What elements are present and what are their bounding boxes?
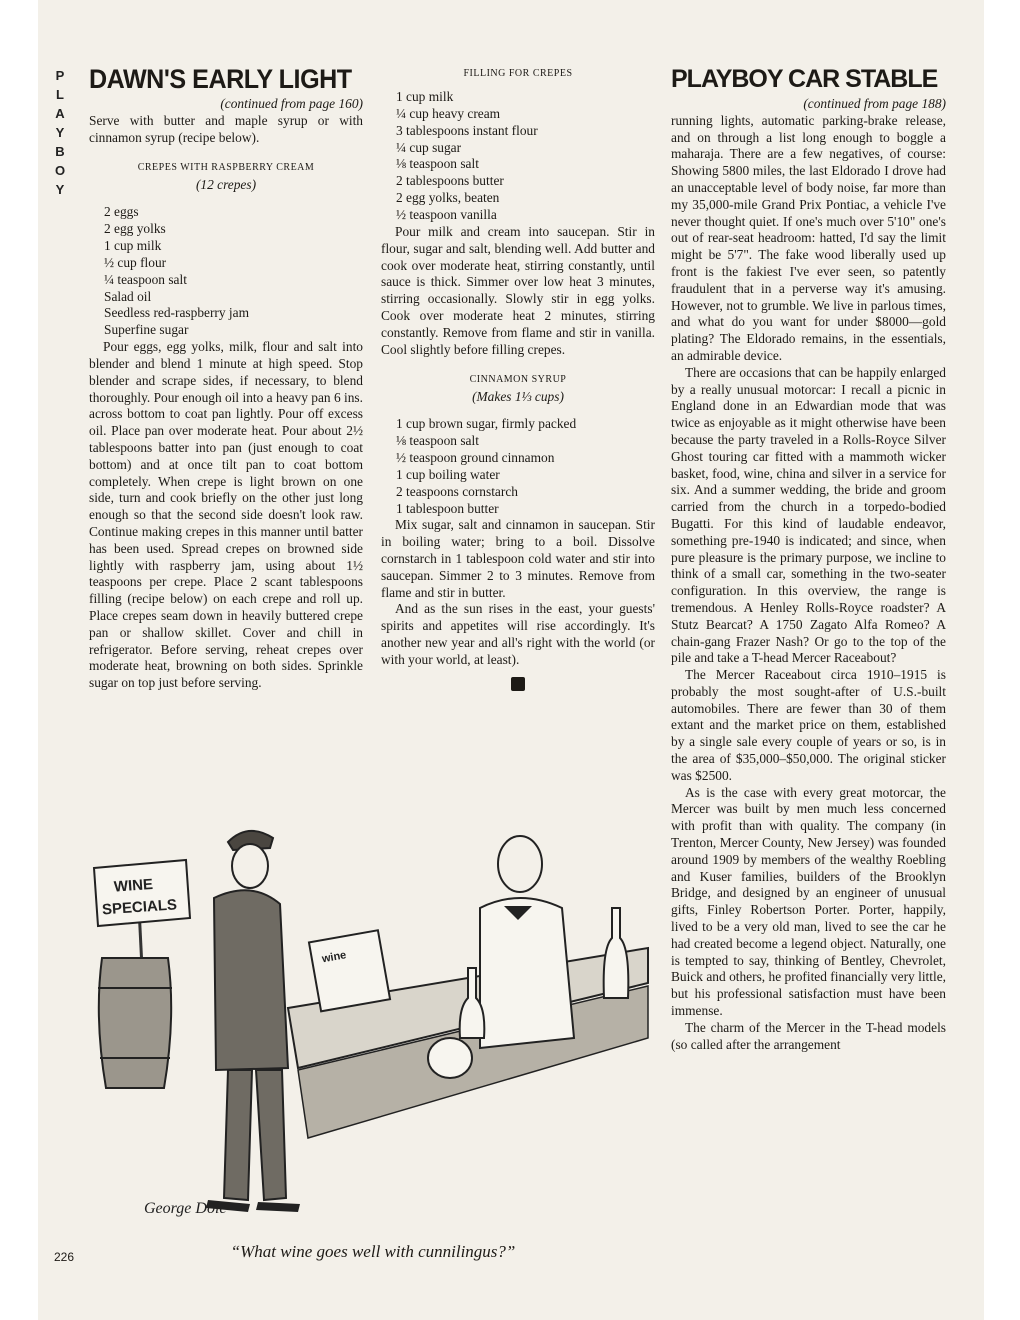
continued-note: (continued from page 160) xyxy=(220,96,363,111)
bartender-figure xyxy=(480,836,574,1048)
syrup-ingredient-list xyxy=(381,416,655,517)
ingredient: Seedless red-raspberry jam xyxy=(104,305,250,321)
ingredient: 1 cup brown sugar, firmly packed xyxy=(396,416,577,432)
body-paragraph: The charm of the Mercer in the T-head models (so called after the arrangement xyxy=(671,1019,946,1052)
ingredient: ¼ cup heavy cream xyxy=(396,105,501,121)
side-brand: PLAYBOY xyxy=(54,68,66,197)
article-heading: PLAYBOY CAR STABLE xyxy=(671,65,938,93)
body-paragraph: running lights, automatic parking-brake release, and on through a list long enough to boggle a maharaja. There are a few negatives, of course: Showing 5800 miles, the last Eldorado I drove had an unacceptable level of body noise, far more than my 35,000-mile Grand Prix Pontiac, a vehicle I've never thought quiet. If one's much over 5'10" one's out of rear-seat headroom: hatted, I'd say the limit might be 5'7". The fake wood liberally used up front is the fakiest I've ever seen, so patently fraudulent that in a perverse way it's amusing. However, not to grumble. We live in parlous times, and what do you want for under $8000—gold plating? The Eldorado remains, in the essentials, an admirable device. xyxy=(671,112,946,363)
ingredient: 3 tablespoons instant flour xyxy=(396,122,538,138)
intro-paragraph: Serve with butter and maple syrup or with cinnamon syrup (recipe below). xyxy=(89,112,363,145)
article-heading: DAWN'S EARLY LIGHT xyxy=(89,64,352,94)
ingredient: 1 cup boiling water xyxy=(396,466,500,482)
ingredient: Superfine sugar xyxy=(104,322,189,338)
syrup-method: Mix sugar, salt and cinnamon in saucepan. Stir in boiling water; bring to a boil. Dissolve cornstarch in 1 tablespoon cold water and stir into saucepan. Simmer 2 to 3 minutes. Remove from flame and stir in butter. xyxy=(381,517,655,600)
sign-text-1: WINE xyxy=(113,875,154,896)
body-paragraph: There are occasions that can be happily enlarged by a really unusual motorcar: I recall a picnic in England done in an Edwardian mode that was twice as enjoyable as it might otherwise have been because the party traveled in a Rolls-Royce Silver Ghost touring car fitted with a mammoth wicker basket, food, wine, china and silver in a service for six. And a summer wedding, the bride and groom carried from the church in a torpedo-bodied Bugatti. For this kind of laudable endeavor, something pre-1940 is indicated; and since, when pure pleasure is the primary purpose, we incline to think of a small car, something in the two-seater configuration. In this overview, the range is tremendous. A Henley Rolls-Royce roadster? A Stutz Bearcat? A 1750 Zagato Alfa Romeo? A chain-gang Frazer Nash? Or go to the top of the pile and take a T-head Mercer Raceabout? xyxy=(671,364,946,666)
closing-paragraph: And as the sun rises in the east, your guests' spirits and appetites will rise accordingly. It's another new year and all's right with the world (or with your world, at least). xyxy=(381,601,655,667)
filling-ingredient-list xyxy=(381,89,655,224)
ingredient: ½ cup flour xyxy=(104,254,167,270)
continued-note: (continued from page 188) xyxy=(803,96,946,111)
customer-figure xyxy=(206,831,300,1212)
ingredient: 2 egg yolks, beaten xyxy=(396,190,500,206)
ingredient: ¼ cup sugar xyxy=(396,139,462,155)
ingredient: 1 cup milk xyxy=(104,237,162,253)
method-paragraph: Pour eggs, egg yolks, milk, flour and salt into blender and blend 1 minute at high speed. Stop blender and scrape sides, if necessary, to blend thoroughly. Pour enough oil into a heavy pan 6 ins. across bottom to coat pan lightly. Pour off excess oil. Place pan over moderate heat. Pour about 2½ tablespoons batter into pan (just enough to coat bottom) and at once tilt pan to coat bottom completely. When crepe is light brown on one side, turn and cook briefly on the other just long enough so that the second side doesn't look raw. Continue making crepes in this manner until batter has been used. Spread crepes on browned side lightly with raspberry jam, using about 1½ teaspoons per crepe. Place 2 scant tablespoons filling (recipe below) on each crepe and roll up. Place crepes seam down in heavily buttered crepe pan or shallow skillet. Cover and chill in refrigerator. Before serving, reheat crepes over moderate heat, browning on both sides. Sprinkle sugar on top just before serving. xyxy=(89,339,363,691)
ingredient: ⅛ teaspoon salt xyxy=(396,156,479,172)
body-paragraph: As is the case with every great motorcar, the Mercer was built by men much less concerned with profit than with quality. The company (in Trenton, Mercer County, New Jersey) was founded around 1909 by members of the wealthy Roebling and Kuser families, builders of the Brooklyn Bridge, and designed by an engineer of unusual gifts, Finley Robertson Porter. Porter, happily, lived to be a very old man, lived to see the car he had created become a legend object. Naturally, one is tempted to say, thinking of Bentley, Chevrolet, Buick and others, he profited financially very little, but his professional satisfaction must have been immense. xyxy=(671,784,946,1019)
ingredient: ¼ teaspoon salt xyxy=(104,271,187,287)
ingredient: 2 teaspoons cornstarch xyxy=(396,483,518,499)
ingredient: 1 tablespoon butter xyxy=(396,500,499,516)
ingredient: ⅛ teaspoon salt xyxy=(396,432,479,448)
rabbit-logo-icon xyxy=(511,677,525,691)
recipe-title: CREPES WITH RASPBERRY CREAM xyxy=(137,162,315,174)
cartoon-illustration xyxy=(88,808,658,1233)
ingredient: ½ teaspoon ground cinnamon xyxy=(396,449,555,465)
body-paragraph: The Mercer Raceabout circa 1910–1915 is probably the most sought-after of U.S.-built automobiles. There are fewer than 30 of them extant and the market price on them, established by a single sale every couple of years or so, is in the area of $35,000–$50,000. The original sticker was $2500. xyxy=(671,667,946,783)
page-number: 226 xyxy=(54,1250,75,1264)
ingredient: 1 cup milk xyxy=(396,88,454,104)
wine-barrel xyxy=(98,958,172,1088)
ingredient: 2 egg yolks xyxy=(104,220,166,236)
ingredient: ½ teaspoon vanilla xyxy=(396,207,497,223)
ingredient-list xyxy=(89,204,363,339)
filling-method: Pour milk and cream into saucepan. Stir in flour, sugar and salt, blending well. Add butter and cook over moderate heat, stirring constantly, until sauce is thick. Simmer over low heat 3 minutes, stirring occasionally. Slowly stir in egg yolks. Cook over moderate heat 2 minutes, stirring constantly. Remove from flame and stir in vanilla. Cool slightly before filling crepes. xyxy=(381,224,655,357)
ingredient: 2 eggs xyxy=(104,203,139,219)
bottle-label-text: wine xyxy=(321,949,348,966)
column-recipes xyxy=(381,64,655,691)
filling-title: FILLING FOR CREPES xyxy=(463,68,573,79)
column-car-stable xyxy=(671,64,946,1053)
column-dawns-early-light xyxy=(89,64,363,692)
artist-signature: George Dole xyxy=(144,1200,227,1217)
ingredient: 2 tablespoons butter xyxy=(396,173,504,189)
recipe-yield: (12 crepes) xyxy=(195,177,257,193)
syrup-yield: (Makes 1⅓ cups) xyxy=(472,389,564,405)
cartoon-caption: “What wine goes well with cunnilingus?” xyxy=(230,1242,516,1261)
sign-text-2: SPECIALS xyxy=(101,896,178,919)
syrup-title: CINNAMON SYRUP xyxy=(469,374,567,386)
ingredient: Salad oil xyxy=(104,288,152,304)
